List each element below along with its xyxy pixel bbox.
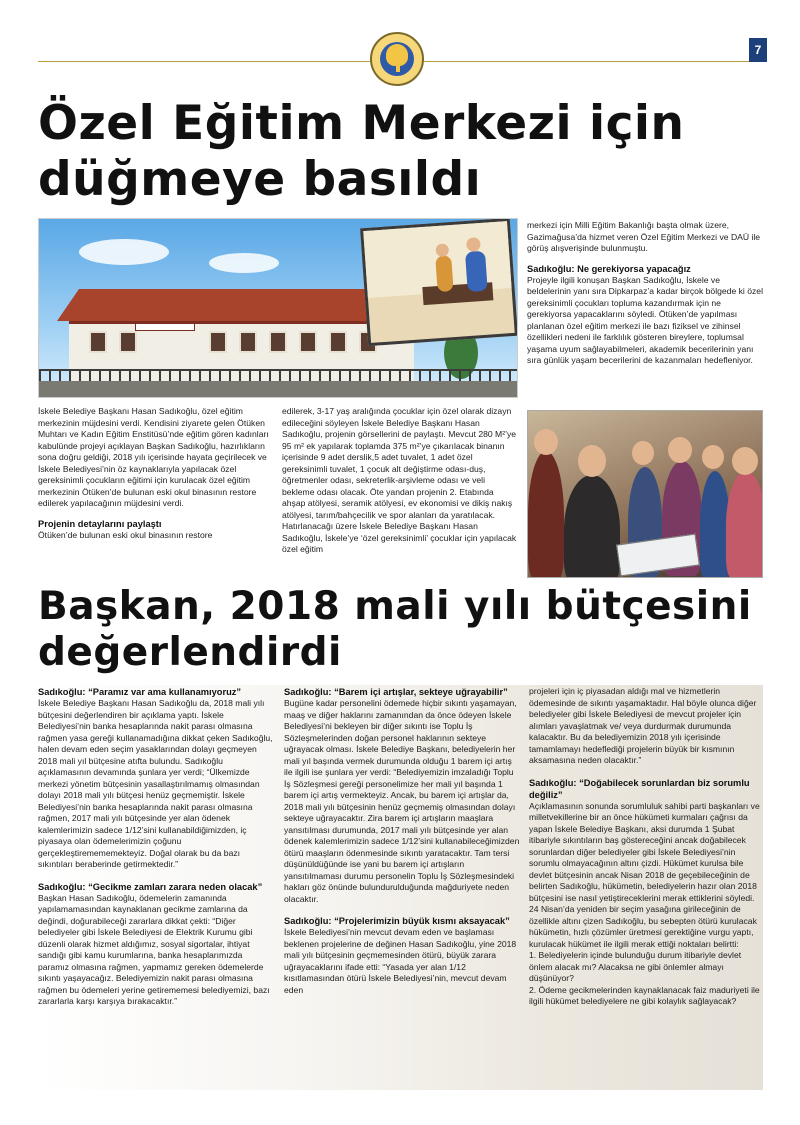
article1-col2-paragraph: edilerek, 3-17 yaş aralığında çocuklar için özel olarak dizayn edileceğini söyleyen İskele Belediye Başkanı Hasan Sadıkoğlu, projenin görsellerini de paylaştı. Mevcut 280 M²’ye 95 m² ek yapılarak toplamda 375 m²’ye çıkarılacak binanın içerisinde 9 adet derslik,5 adet tuvalet, 1 adet özel gereksinimli tuvalet, 1 çocuk alt değiştirme odası-duş, öğretmenler odası, sekreterlik-arşivleme odası ve veli bekleme odası olacak. Öte yandan projenin 2. Etabında ahşap atölyesi, seramik atölyesi, ev ekonomisi ve dikiş nakış atölyesi, tarım/bahçecilik ve spor alanları da yaratılacak. Hatırlanacağı üzere İskele Belediye Başkanı Hasan Sadıkoğlu, İskele’ye ‘özel gereksinimli’ çocuklar için yapılacak özel eğitim (282, 406, 517, 554)
article2-col2-subhead1: Sadıkoğlu: “Barem içi artışlar, sekteye uğrayabilir” (284, 687, 508, 697)
page-number: 7 (749, 38, 767, 62)
article1-col3-paragraph: merkezi için Milli Eğitim Bakanlığı başta olmak üzere, Gazimağusa’da hizmet veren Özel Eğitim Merkezi ve DAÜ ile görüş alışverişinde bulunmuştu. (527, 220, 761, 253)
article1-headline (38, 96, 738, 208)
article2-headline-line1: Başkan, 2018 mali yılı bütçesini (38, 584, 752, 629)
municipality-seal-icon (370, 32, 424, 86)
article1-col1-paragraph2: Ötüken’de bulunan eski okul binasının restore (38, 529, 213, 540)
article1-col1-subhead: Projenin detaylarını paylaştı (38, 518, 162, 529)
article2-col2-paragraph2: İskele Belediyesi’nin mevcut devam eden ve başlaması beklenen projelerine de değinen Hasan Sadıkoğlu, yine 2018 mali yılı bütçesinin geçmemesinden ötürü, büyük zarara uğrayacaklarını ifade etti: “Yasada yer alan 1/12 kısıtlamasından ötürü İskele Belediyesi’nin, mevcut devam eden (284, 927, 517, 995)
article1-headline-line1: Özel Eğitim Merkezi için (38, 96, 685, 151)
article2-col3-list-item2: 2. Ödeme gecikmelerinden kaynaklanacak faiz maduriyeti ile ilgili hükümet belediyelere ne gibi kolaylık sağlayacak? (529, 984, 760, 1006)
article1-col1-paragraph: İskele Belediye Başkanı Hasan Sadıkoğlu, özel eğitim merkezinin müjdesini verdi. Kendisini ziyarete gelen Ötüken Muhtarı ve Kadın Eğitim Enstitüsü’nde eğitim gören kadınları kabulünde projeyi açıklayan Başkan Sadıkoğlu, hazırlıkların sona doğru geldiği, 2018 yılı içerisinde hayata geçirilecek ve İskele Belediyesi’nin öz kaynaklarıyla yapılacak özel gereksinimli çocukların eğitimi için kurulacak özel eğitim merkezinin Ötüken’de bulunan eski okul binasının restore edilerek yapılacağının müjdesini verdi. (38, 406, 269, 508)
article2-headline-line2: değerlendirdi (38, 630, 342, 675)
article1-column3 (527, 220, 763, 367)
article2-col1-subhead2: Sadıkoğlu: “Gecikme zamları zarara neden olacak” (38, 881, 263, 892)
article2-column2 (284, 686, 520, 996)
article2-col1-paragraph2: Başkan Hasan Sadıkoğlu, ödemelerin zamanında yapılamamasından kaynaklanan gecikme zamlarına da değindi, doğurabileceği zararlara dikkat çekti: “Diğer belediyeler gibi İskele Belediyesi de Elektrik Kurumu gibi düzenli olarak hizmet aldığımız, sosyal sigortalar, ihtiyat sandığı gibi kamu kurumlarına, banka hesaplarımızda paramız olmasına rağmen, yapmamız gereken ödemelerde sıkıntı yaşayacağız. Belediyemizin nakit parası olmasına rağmen bu ödemeleri yerine getirememesi belediyemizi, bazı zararlarla karşı karşıya bırakacaktır.” (38, 892, 270, 1006)
article2-col3-subhead1: Sadıkoğlu: “Doğabilecek sorunlardan biz sorumlu değiliz” (529, 777, 750, 800)
article2-col2-paragraph1: Bugüne kadar personelini ödemede hiçbir sıkıntı yaşamayan, maaş ve diğer haklarını zamanından da önce ödeyen İskele Belediyesi’ni bekleyen bir diğer sıkıntı ise Toplu İş Sözleşmelerinden doğan personel haklarının sekteye uğrayacak olması. İskele Belediye Başkanı, belediyelerin her mali yıl başında vermek durumunda olduğu 1 barem içi artış ile ilgili ise şunlara yer verdi: “Belediyemizin imzaladığı Toplu İş Sözleşmesi gereği personelimize her mali yıl başında 1 barem içi artış vermekteyiz. Ancak, bu barem içi artışlar da, 2018 mali yılı bütçesinin henüz geçmemiş olmasından dolayı sekteye uğrayacaktır. Zira barem içi artışların maaşlara yansıtılması durumunda, 2017 mali yılı bütçesinde yer alan ödenek kalemlerimizin sadece 1/12’sini kullanabileceğimizden ötürü maaşların ödenmesinde sıkıntı yaratacaktır. Tam tersi düşünüldüğünde ise yani bu barem içi artışların yansıtılmaması durumu personelin Toplu İş Sözleşmesindeki hakları göz önünde bulundurulduğunda mağduriyete neden olacaktır. (284, 698, 520, 904)
article2-col1-paragraph1: İskele Belediye Başkanı Hasan Sadıkoğlu da, 2018 mali yılı bütçesini değerlendiren bir açıklama yaptı. İskele Belediyesi’nin banka hesaplarında nakit parası olmasına rağmen yasa gereği kullanamadığına dikkat çeken Sadıkoğlu, halen devam eden seçim yasaklarından dolayı geçmeyen 2018 mali yıl bütçesine atıfta bulundu. Sadıkoğlu açıklamasının devamında şunlara yer verdi; “Ülkemizde merkezi yönetim bütçesinin yasallaştırılmamış olmasından dolayı 2018 mali yılı bütçesi henüz geçmemiştir. İskele Belediyesi’nin banka hesaplarında nakit parası olmasına rağmen, 2017 mali yılı bütçesinde yer alan ödenek kalemlerimizin sadece 1/12’sini kullanabildiğimizden, iç piyasaya olan ödemelerimizin çoğunu gerçekleştiremememekteyiz. Doğal olarak bu da bazı sıkıntıları beraberinde getirmektedir.” (38, 698, 273, 869)
article1-column1 (38, 406, 270, 541)
article2-col3-paragraph2: Açıklamasının sonunda sorumluluk sahibi parti başkanları ve milletvekillerine bir an önce hükümeti kurmaları çağrısı da yapan İskele Belediye Başkanı, aksi durumda 1 Şubat itibariyle sıkıntıların baş göstereceğini ancak doğabilecek sorunlardan diğer belediyeler gibi İskele Belediyesi’nin sorumlu olmayacağının altını çizdi. Hükümet kurulsa bile devlet bütçesinin ancak Nisan 2018 de geçebileceğinin de belirten Sadıkoğlu, hükümetin, belediyelerin hazır olan 2018 bütçesini ise nasıl yetiştireceklerini merak ettiklerini söyledi. 24 Nisan’da yeniden bir seçim yasağına girileceğinin de özellikle altını çizen Sadıkoğlu, bu sebepten ötürü kurulacak hükümetin, hızlı çözümler üretmesi gerektiğine vurgu yaptı, kurulacak hükümet ile ilgili merak ettiği noktaları belirtti: (529, 800, 760, 949)
article2-col1-subhead1: Sadıkoğlu: “Paramız var ama kullanamıyoruz” (38, 687, 242, 697)
visitors-group-photo (527, 410, 763, 578)
article1-col3-paragraph2: Projeyle ilgili konuşan Başkan Sadıkoğlu, İskele ve beldelerinin yanı sıra Dipkarpaz’a kadar birçok bölgede ki özel gereksinimli çocukları topluma kazandırmak için ne gerekiyorsa yapacaklarını söyledi. Ötüken’de yapılması planlanan özel eğitim merkezi ile bazı fiziksel ve zihinsel özellikleri nedeni ile farklılık gösteren bireylere, toplumsal yaşama uyum sağlayabilmeleri, akademik becerilerinin yanı sıra günlük yaşam becerilerini de kazanmaları hedefleniyor. (527, 274, 763, 365)
article2-col3-list-item1: 1. Belediyelerin içinde bulunduğu durum itibariyle devlet önlem alacak mı? Alacaksa ne gibi önlemler almayı düşünüyor? (529, 950, 742, 983)
article2-col2-subhead2: Sadıkoğlu: “Projelerimizin büyük kısmı aksayacak” (284, 916, 510, 926)
article2-column1 (38, 686, 274, 1008)
article2-col3-paragraph1: projeleri için iç piyasadan aldığı mal ve hizmetlerin ödemesinde de sıkıntı yaşamaktadır. Hal böyle olunca diğer belediyeler gibi İskele Belediyesi de mevcut projeler için alımları yavaşlatmak ve/ veya durdurmak durumunda kalacaktır. Bu da belediyemizin 2018 yılı içerisinde tamamlamayı hedeflediği projelerin büyük bir kısmının aksamasına neden olacaktır.” (529, 686, 757, 765)
article1-headline-line2: düğmeye basıldı (38, 152, 482, 207)
school-building-rendering (38, 218, 518, 398)
article2-headline (38, 584, 768, 676)
article1-column2 (282, 406, 517, 556)
article1-col3-subhead: Sadıkoğlu: Ne gerekiyorsa yapacağız (527, 263, 691, 274)
article2-column3 (529, 686, 763, 1008)
classroom-interior-inset (360, 218, 518, 346)
